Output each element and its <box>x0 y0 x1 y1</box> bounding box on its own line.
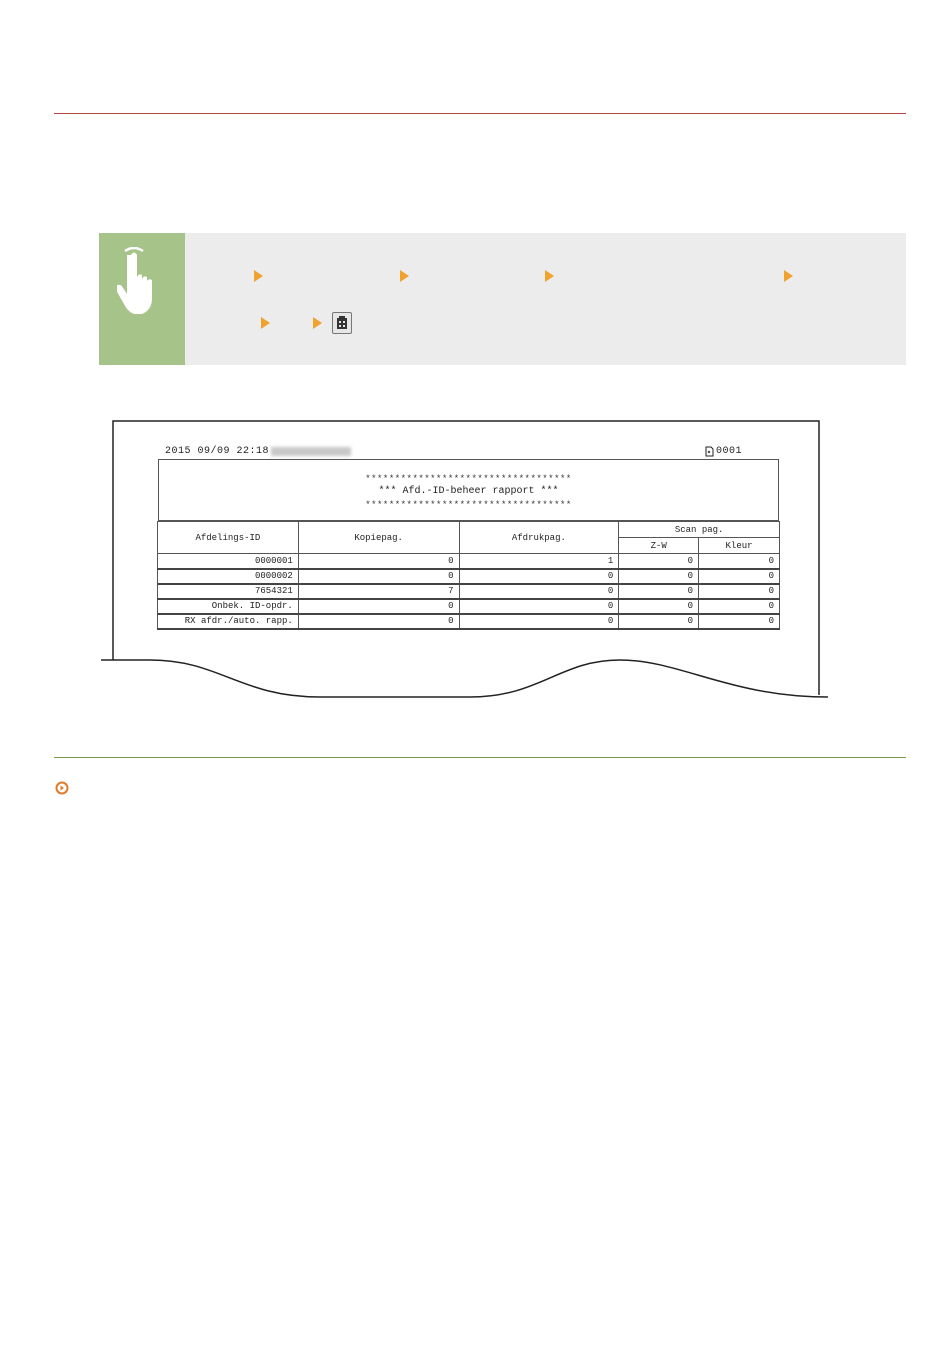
cell-bw: 0 <box>619 584 699 599</box>
report-title: *** Afd.-ID-beheer rapport *** <box>378 486 559 497</box>
cell-bw: 0 <box>619 554 699 569</box>
cell-dept-id: RX afdr./auto. rapp. <box>158 614 299 629</box>
cell-print: 0 <box>459 569 619 584</box>
cell-dept-id: 0000001 <box>158 554 299 569</box>
table-row <box>158 614 780 629</box>
section-divider-bottom <box>54 757 906 758</box>
table-row <box>158 599 780 614</box>
cell-copy: 0 <box>298 554 459 569</box>
cell-print: 0 <box>459 584 619 599</box>
cell-copy: 0 <box>298 599 459 614</box>
cell-bw: 0 <box>619 569 699 584</box>
cell-print: 1 <box>459 554 619 569</box>
col-header-color: Kleur <box>699 538 780 554</box>
page-icon <box>705 446 714 457</box>
col-header-scan: Scan pag. <box>619 522 780 538</box>
stars-line-bottom: *********************************** <box>365 500 572 510</box>
report-page-number: 0001 <box>716 446 743 457</box>
cell-copy: 0 <box>298 569 459 584</box>
col-header-dept-id: Afdelings-ID <box>158 522 299 554</box>
cell-print: 0 <box>459 599 619 614</box>
cell-copy: 7 <box>298 584 459 599</box>
circle-arrow-icon[interactable] <box>55 781 69 795</box>
table-row <box>158 584 780 599</box>
cell-dept-id: 7654321 <box>158 584 299 599</box>
report-title-box <box>158 459 779 521</box>
report-date-time: 2015 09/09 22:18 <box>165 446 270 457</box>
cell-color: 0 <box>699 614 780 629</box>
cell-copy: 0 <box>298 614 459 629</box>
col-header-print: Afdrukpag. <box>459 522 619 554</box>
device-name-redacted <box>271 447 351 456</box>
cell-color: 0 <box>699 554 780 569</box>
table-row <box>158 554 780 569</box>
col-header-copy: Kopiepag. <box>298 522 459 554</box>
cell-color: 0 <box>699 584 780 599</box>
cell-bw: 0 <box>619 614 699 629</box>
cell-color: 0 <box>699 569 780 584</box>
stars-line-top: *********************************** <box>365 474 572 484</box>
cell-bw: 0 <box>619 599 699 614</box>
table-row <box>158 569 780 584</box>
cell-print: 0 <box>459 614 619 629</box>
cell-color: 0 <box>699 599 780 614</box>
report-table <box>157 521 780 630</box>
cell-dept-id: Onbek. ID-opdr. <box>158 599 299 614</box>
col-header-bw: Z-W <box>619 538 699 554</box>
cell-dept-id: 0000002 <box>158 569 299 584</box>
